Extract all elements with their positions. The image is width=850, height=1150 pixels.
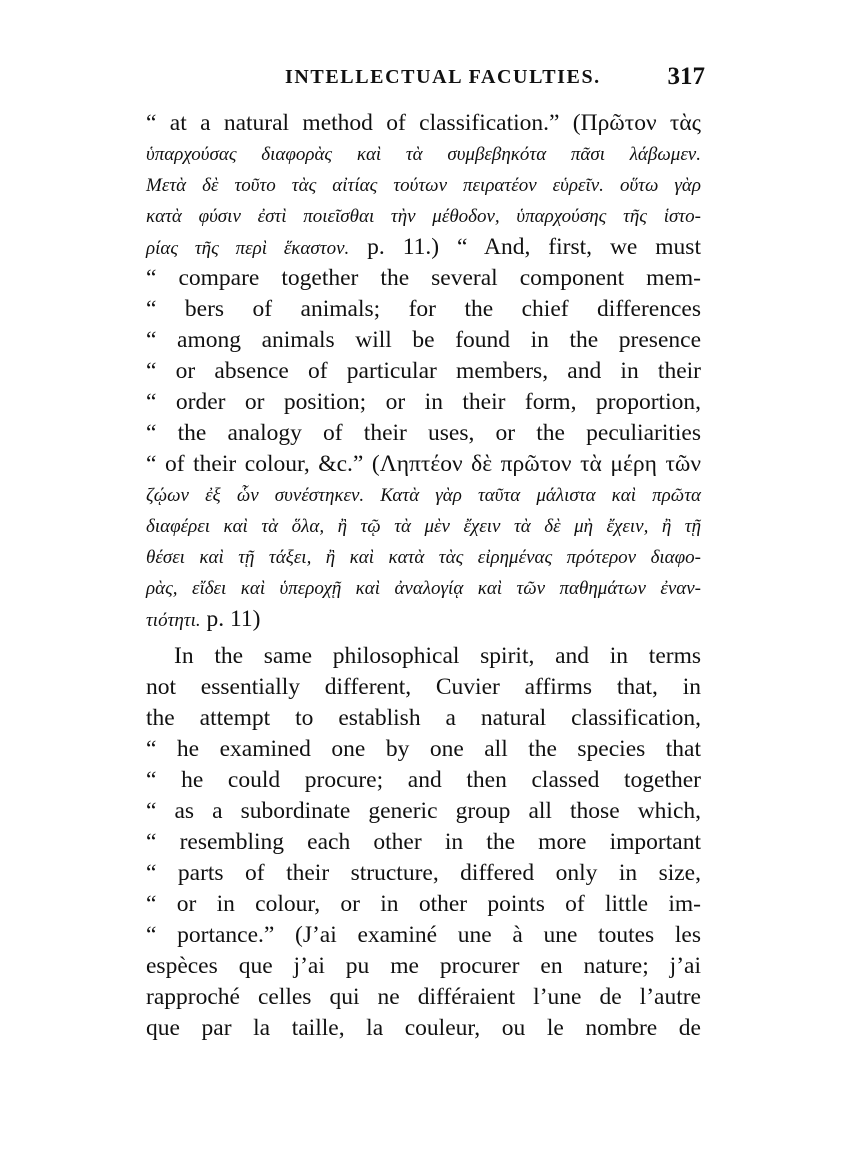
text-line: “ among animals will be found in the presence — [146, 327, 701, 353]
greek-fragment: τιότητι. — [146, 610, 201, 631]
line-text: p. 11.) “ And, first, we must — [349, 234, 701, 260]
text-line: “ at a natural method of classification.” (Πρῶτον τὰς — [146, 110, 701, 136]
text-line: In the same philosophical spirit, and in terms — [174, 643, 701, 669]
text-line: “ the analogy of their uses, or the peculiarities — [146, 420, 701, 446]
text-line: que par la taille, la couleur, ou le nombre de — [146, 1015, 701, 1041]
text-line: “ resembling each other in the more important — [146, 829, 701, 855]
text-line: “ or absence of particular members, and in their — [146, 358, 701, 384]
text-line: “ of their colour, &c.” (Ληπτέον δὲ πρῶτον τὰ μέρη τῶν — [146, 451, 701, 477]
greek-fragment: ρίας τῆς περὶ ἕκαστον. — [146, 238, 350, 259]
line-text: p. 11) — [200, 606, 261, 632]
text-line: διαφέρει καὶ τὰ ὅλα, ἢ τῷ τὰ μὲν ἔχειν τὰ δὲ μὴ ἔχειν, ἢ τῇ — [146, 516, 701, 537]
text-line: “ he examined one by one all the species that — [146, 736, 701, 762]
text-line: espèces que j’ai pu me procurer en nature; j’ai — [146, 953, 701, 979]
body-text — [146, 108, 701, 1044]
text-line: the attempt to establish a natural classification, — [146, 705, 701, 731]
text-line: “ as a subordinate generic group all those which, — [146, 798, 701, 824]
text-line: “ order or position; or in their form, proportion, — [146, 389, 701, 415]
page-number: 317 — [667, 63, 705, 90]
text-line: ζῴων ἐξ ὧν συνέστηκεν. Κατὰ γὰρ ταῦτα μάλιστα καὶ πρῶτα — [146, 485, 701, 506]
text-line: “ bers of animals; for the chief differences — [146, 296, 701, 322]
text-line: ρὰς, εἴδει καὶ ὑπεροχῇ καὶ ἀναλογίᾳ καὶ τῶν παθημάτων ἐναν- — [146, 578, 701, 599]
running-title: INTELLECTUAL FACULTIES. — [285, 66, 601, 88]
text-line: κατὰ φύσιν ἐστὶ ποιεῖσθαι τὴν μέθοδον, ὑπαρχούσης τῆς ἱστο- — [146, 206, 701, 227]
text-line: Μετὰ δὲ τοῦτο τὰς αἰτίας τούτων πειρατέον εὑρεῖν. οὕτω γὰρ — [146, 175, 701, 196]
text-line — [146, 604, 701, 635]
text-line: “ parts of their structure, differed only in size, — [146, 860, 701, 886]
text-line — [146, 232, 701, 263]
text-line: θέσει καὶ τῇ τάξει, ἢ καὶ κατὰ τὰς εἰρημένας πρότερον διαφο- — [146, 547, 701, 568]
text-line: ὑπαρχούσας διαφορὰς καὶ τὰ συμβεβηκότα πᾶσι λάβωμεν. — [146, 144, 701, 165]
text-line: “ portance.” (J’ai examiné une à une toutes les — [146, 922, 701, 948]
text-line: rapproché celles qui ne différaient l’une de l’autre — [146, 984, 701, 1010]
text-line: “ he could procure; and then classed together — [146, 767, 701, 793]
running-head — [285, 63, 705, 96]
text-line: not essentially different, Cuvier affirms that, in — [146, 674, 701, 700]
text-line: “ or in colour, or in other points of little im- — [146, 891, 701, 917]
text-line: “ compare together the several component mem- — [146, 265, 701, 291]
